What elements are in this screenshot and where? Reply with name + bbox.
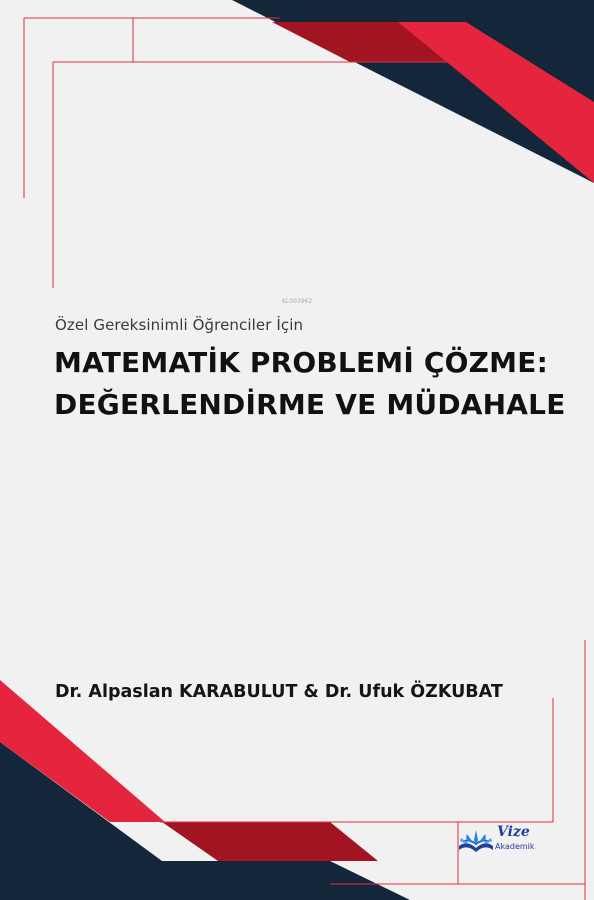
book-title-line-1: MATEMATİK PROBLEMİ ÇÖZME: [54,346,548,379]
open-book-icon [455,826,497,856]
publisher-name: Vize [497,824,530,840]
publisher-subname: Akademik [495,842,535,851]
bottom-dark-red-band [162,822,378,861]
book-authors: Dr. Alpaslan KARABULUT & Dr. Ufuk ÖZKUBAT [55,682,503,702]
product-code: KL003962 [282,298,313,305]
publisher-logo [455,826,555,860]
book-subtitle: Özel Gereksinimli Öğrenciler İçin [55,316,304,334]
book-title-line-2: DEĞERLENDİRME VE MÜDAHALE [54,388,566,421]
book-title [54,342,566,426]
